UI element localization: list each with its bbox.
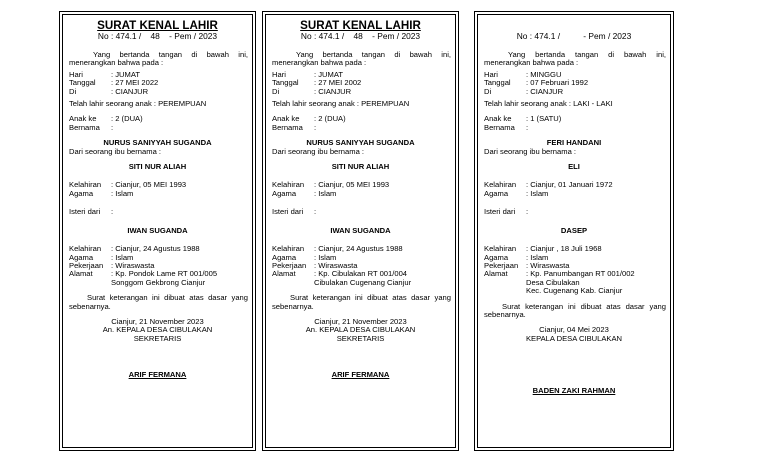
father-agama: Agama : Islam [69, 252, 134, 262]
father-alamat-line3: Kec. Cugenang Kab. Cianjur [526, 286, 623, 296]
field-bernama: Bernama : [484, 122, 529, 132]
place-date: Cianjur, 04 Mei 2023 [539, 325, 609, 335]
father-pekerjaan: Pekerjaan : Wiraswasta [484, 260, 570, 270]
father-pekerjaan: Pekerjaan : Wiraswasta [69, 260, 155, 270]
father-alamat-line2: Desa Cibulakan [526, 277, 580, 287]
field-tanggal: Tanggal : 07 Februari 1992 [484, 78, 589, 88]
intro-text: Yang bertanda tangan di bawah ini, menerangkan bahwa pada : [272, 50, 451, 68]
father-alamat-line2: Songgom Gekbrong Cianjur [111, 277, 206, 287]
mother-kelahiran: Kelahiran : Cianjur, 01 Januari 1972 [484, 180, 613, 190]
born-child-sex: Telah lahir seorang anak : LAKI - LAKI [484, 99, 613, 109]
mother-kelahiran: Kelahiran : Cianjur, 05 MEI 1993 [272, 180, 390, 190]
field-bernama: Bernama : [69, 122, 114, 132]
field-bernama: Bernama : [272, 122, 317, 132]
father-agama: Agama : Islam [484, 252, 549, 262]
letter-title: SURAT KENAL LAHIR [97, 19, 218, 32]
signer-name: ARIF FERMANA [331, 370, 390, 380]
birth-letter-card-3 [477, 14, 671, 448]
field-di: Di : CIANJUR [69, 86, 149, 96]
mother-intro: Dari seorang ibu bernama : [484, 146, 577, 156]
mother-agama: Agama : Islam [272, 188, 337, 198]
signer-office: An. KEPALA DESA CIBULAKAN [102, 325, 213, 335]
letter-number: No : 474.1 / 48 - Pem / 2023 [97, 31, 218, 41]
closing-text: Surat keterangan ini dibuat atas dasar yang sebenarnya. [272, 293, 451, 311]
field-isteri-dari: Isteri dari : [272, 207, 317, 217]
closing-text: Surat keterangan ini dibuat atas dasar yang sebenarnya. [69, 293, 248, 311]
child-name: FERI HANDANI [546, 138, 602, 148]
mother-name: SITI NUR ALIAH [331, 162, 390, 172]
place-date: Cianjur, 21 November 2023 [314, 316, 407, 326]
father-alamat: Alamat : Kp. Cibulakan RT 001/004 [272, 269, 408, 279]
field-tanggal: Tanggal : 27 MEI 2022 [69, 78, 159, 88]
field-tanggal: Tanggal : 27 MEI 2002 [272, 78, 362, 88]
father-name: IWAN SUGANDA [127, 225, 188, 235]
father-alamat-line2: Cibulakan Cugenang Cianjur [314, 277, 412, 287]
intro-text: Yang bertanda tangan di bawah ini, menerangkan bahwa pada : [69, 50, 248, 68]
mother-agama: Agama : Islam [69, 188, 134, 198]
field-anak-ke: Anak ke : 2 (DUA) [272, 114, 346, 124]
signer-role: SEKRETARIS [336, 333, 385, 343]
father-alamat: Alamat : Kp. Pondok Lame RT 001/005 [69, 269, 218, 279]
father-kelahiran: Kelahiran : Cianjur , 18 Juli 1968 [484, 244, 602, 254]
letter-title: SURAT KENAL LAHIR [300, 19, 421, 32]
field-hari: Hari : JUMAT [272, 69, 343, 79]
place-date: Cianjur, 21 November 2023 [111, 316, 204, 326]
father-alamat: Alamat : Kp. Panumbangan RT 001/002 [484, 269, 635, 279]
signer-role: SEKRETARIS [133, 333, 182, 343]
father-name: DASEP [560, 225, 588, 235]
field-isteri-dari: Isteri dari : [484, 207, 529, 217]
signer-name: BADEN ZAKI RAHMAN [532, 386, 616, 396]
father-pekerjaan: Pekerjaan : Wiraswasta [272, 260, 358, 270]
born-child-sex: Telah lahir seorang anak : PEREMPUAN [69, 99, 207, 109]
birth-letter-card-1 [62, 14, 253, 448]
intro-text: Yang bertanda tangan di bawah ini, menerangkan bahwa pada : [484, 50, 666, 68]
father-name: IWAN SUGANDA [330, 225, 391, 235]
birth-letter-card-2 [265, 14, 456, 448]
field-hari: Hari : MINGGU [484, 69, 562, 79]
closing-text: Surat keterangan ini dibuat atas dasar yang sebenarnya. [484, 301, 666, 319]
field-di: Di : CIANJUR [272, 86, 352, 96]
mother-intro: Dari seorang ibu bernama : [69, 146, 162, 156]
child-name: NURUS SANIYYAH SUGANDA [103, 138, 212, 148]
field-isteri-dari: Isteri dari : [69, 207, 114, 217]
mother-kelahiran: Kelahiran : Cianjur, 05 MEI 1993 [69, 180, 187, 190]
father-agama: Agama : Islam [272, 252, 337, 262]
mother-name: ELI [568, 162, 580, 172]
father-kelahiran: Kelahiran : Cianjur, 24 Agustus 1988 [272, 244, 403, 254]
letter-number: No : 474.1 / 48 - Pem / 2023 [300, 31, 421, 41]
field-anak-ke: Anak ke : 1 (SATU) [484, 114, 562, 124]
born-child-sex: Telah lahir seorang anak : PEREMPUAN [272, 99, 410, 109]
letter-number: No : 474.1 / - Pem / 2023 [516, 31, 632, 41]
child-name: NURUS SANIYYAH SUGANDA [306, 138, 415, 148]
signer-name: ARIF FERMANA [128, 370, 187, 380]
signer-office: An. KEPALA DESA CIBULAKAN [305, 325, 416, 335]
father-kelahiran: Kelahiran : Cianjur, 24 Agustus 1988 [69, 244, 200, 254]
field-hari: Hari : JUMAT [69, 69, 140, 79]
field-di: Di : CIANJUR [484, 86, 564, 96]
mother-agama: Agama : Islam [484, 188, 549, 198]
field-anak-ke: Anak ke : 2 (DUA) [69, 114, 143, 124]
mother-name: SITI NUR ALIAH [128, 162, 187, 172]
signer-office: KEPALA DESA CIBULAKAN [525, 333, 623, 343]
mother-intro: Dari seorang ibu bernama : [272, 146, 365, 156]
